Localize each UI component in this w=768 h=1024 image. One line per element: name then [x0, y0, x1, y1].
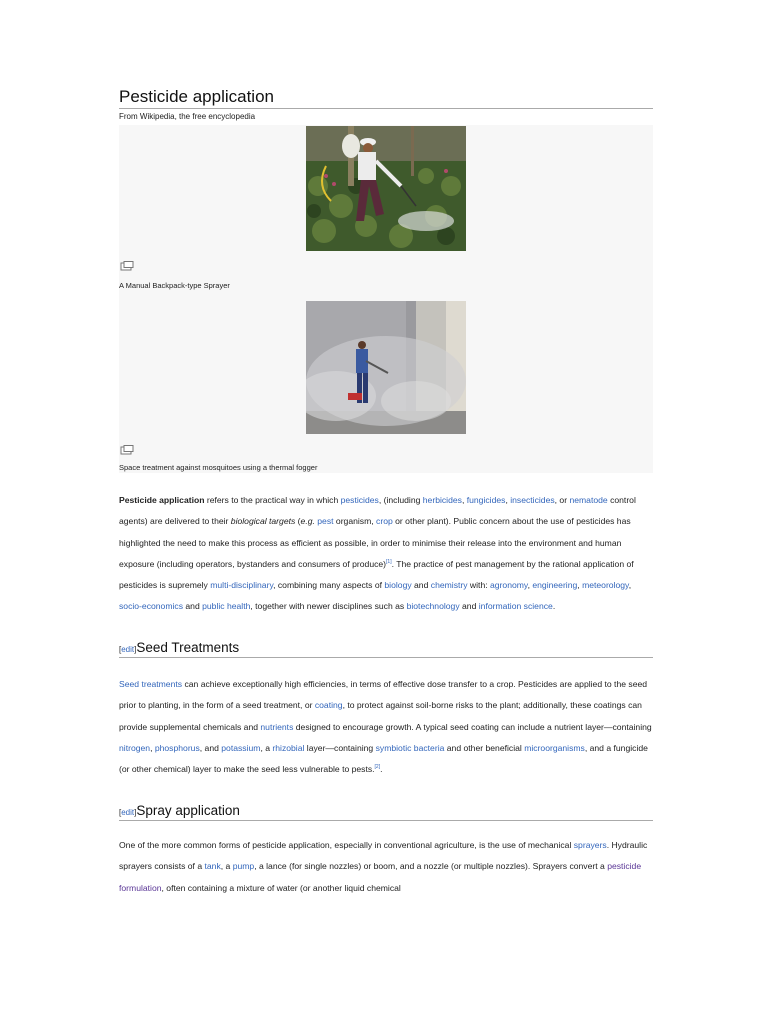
- magnify-icon[interactable]: [120, 261, 134, 271]
- link-herbicides[interactable]: herbicides: [422, 495, 462, 505]
- section-heading-seed-treatments: [edit]Seed Treatments: [119, 640, 653, 658]
- link-socio-economics[interactable]: socio-economics: [119, 601, 183, 612]
- link-tank[interactable]: tank: [204, 861, 221, 872]
- link-crop[interactable]: crop: [376, 516, 393, 527]
- figure-backpack-sprayer: [119, 125, 653, 299]
- edit-link[interactable]: edit: [121, 808, 135, 817]
- link-rhizobial[interactable]: rhizobial: [272, 742, 305, 753]
- page-title: Pesticide application: [119, 87, 653, 109]
- thermal-fogger-image[interactable]: [306, 301, 466, 434]
- link-fungicides[interactable]: fungicides: [466, 495, 506, 505]
- link-pesticides[interactable]: pesticides: [340, 495, 379, 505]
- link-pest[interactable]: pest: [317, 516, 334, 527]
- figure-caption: Space treatment against mosquitoes using a thermal fogger: [119, 463, 318, 472]
- link-insecticides[interactable]: insecticides: [510, 495, 555, 505]
- link-pump[interactable]: pump: [232, 861, 255, 872]
- link-agronomy[interactable]: agronomy: [490, 580, 528, 591]
- link-information-science[interactable]: information science: [478, 601, 553, 612]
- section-heading-spray-application: [edit]Spray application: [119, 803, 653, 821]
- spray-paragraph: One of the more common forms of pesticide application, especially in conventional agriculture, is the use of mechanical sprayers. Hydraulic sprayers consists of a tank, a pump, a lance (for single nozzles) or boom, and a nozzle (or multiple nozzles). Sprayers convert a pesticide formulation, often containing a mixture of water (or another liquid chemical: [119, 840, 648, 893]
- link-sprayers[interactable]: sprayers: [573, 840, 607, 850]
- figure-thermal-fogger: [119, 299, 653, 473]
- figure-caption: A Manual Backpack-type Sprayer: [119, 281, 230, 290]
- bold-term: Pesticide application: [119, 495, 205, 505]
- link-microorganisms[interactable]: microorganisms: [524, 742, 585, 753]
- ref-1[interactable]: [1]: [386, 559, 392, 566]
- link-biology[interactable]: biology: [384, 580, 412, 591]
- link-multi-disciplinary[interactable]: multi-disciplinary: [210, 580, 274, 591]
- link-nutrients[interactable]: nutrients: [260, 721, 294, 732]
- intro-paragraph: Pesticide application refers to the practical way in which pesticides, (including herbicides, fungicides, insecticides, or nematode control agents) are delivered to their biological targets (e.g. pest organism, crop or other plant). Public concern about the use of pesticides has highlighted the need to make this process as efficient as possible, in order to minimise their release into the environment and human exposure (including operators, bystanders and consumers of produce)[1]. The practice of pest management by the rational application of pesticides is supremely multi-disciplinary, combining many aspects of biology and chemistry with: agronomy, engineering, meteorology, socio-economics and public health, together with newer disciplines such as biotechnology and information science.: [119, 495, 636, 612]
- link-potassium[interactable]: potassium: [221, 742, 261, 753]
- ref-2[interactable]: [2]: [374, 764, 381, 771]
- link-biotechnology[interactable]: biotechnology: [406, 601, 460, 612]
- magnify-icon[interactable]: [120, 445, 134, 455]
- link-chemistry[interactable]: chemistry: [430, 580, 468, 591]
- link-coating[interactable]: coating: [314, 700, 343, 711]
- link-nematode[interactable]: nematode: [569, 495, 608, 505]
- link-phosphorus[interactable]: phosphorus: [154, 742, 200, 753]
- link-public-health[interactable]: public health: [202, 601, 251, 612]
- link-nitrogen[interactable]: nitrogen: [119, 742, 151, 753]
- link-engineering[interactable]: engineering: [532, 580, 578, 591]
- edit-link[interactable]: edit: [121, 645, 135, 654]
- page-subtitle: From Wikipedia, the free encyclopedia: [119, 112, 256, 121]
- link-symbiotic-bacteria[interactable]: symbiotic bacteria: [375, 742, 445, 753]
- link-seed-treatments[interactable]: Seed treatments: [119, 679, 183, 689]
- link-meteorology[interactable]: meteorology: [582, 580, 629, 591]
- backpack-sprayer-image[interactable]: [306, 126, 466, 251]
- link-pesticide-formulation[interactable]: pesticide formulation: [119, 861, 642, 893]
- seed-paragraph: Seed treatments can achieve exceptionally high efficiencies, in terms of effective dose transfer to a crop. Pesticides are applied to the seed prior to planting, in the form of a seed treatment, or coating, to protect against soil-borne risks to the plant; additionally, these coatings can provide supplemental chemicals and nutrients designed to encourage growth. A typical seed coating can include a nutrient layer—containing nitrogen, phosphorus, and potassium, a rhizobial layer—containing symbiotic bacteria and other beneficial microorganisms, and a fungicide (or other chemical) layer to make the seed less vulnerable to pests.[2].: [119, 679, 652, 775]
